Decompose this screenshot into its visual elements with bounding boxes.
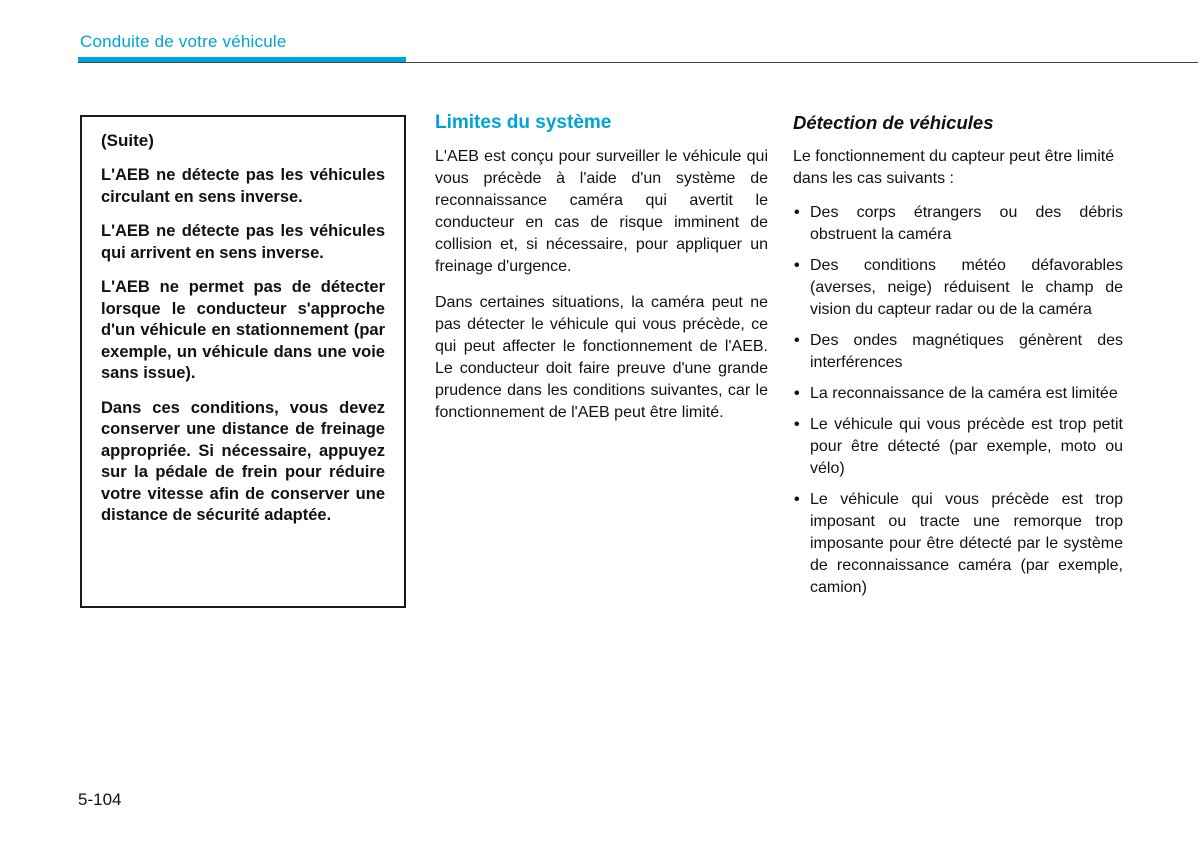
bullet-item: • Des corps étrangers ou des débris obstruent la caméra [793, 202, 1123, 246]
page-number: 5-104 [78, 790, 122, 809]
limits-paragraphs [435, 146, 768, 424]
bullet-item: • La reconnaissance de la caméra est limitée [793, 383, 1123, 405]
detection-intro: Le fonctionnement du capteur peut être limité dans les cas suivants : [793, 148, 1115, 187]
section-heading-detection: Détection de véhicules [793, 112, 994, 133]
bullet-item: • Des conditions météo défavorables (averses, neige) réduisent le champ de vision du capteur radar ou de la caméra [793, 255, 1123, 321]
system-limits-section [435, 112, 768, 438]
callout-title: (Suite) [101, 131, 154, 150]
chapter-header: Conduite de votre véhicule [80, 32, 287, 51]
header-rule [78, 62, 1198, 63]
bullet-item: • Des ondes magnétiques génèrent des interférences [793, 330, 1123, 374]
callout-paragraph: Dans ces conditions, vous devez conserver une distance de freinage appropriée. Si nécessaire, appuyez sur la pédale de frein pour réduire votre vitesse afin de conserver une distance de sécurité adaptée. [101, 398, 385, 524]
suite-callout-box [80, 115, 406, 608]
header-accent-bar [78, 57, 406, 62]
callout-paragraph: L'AEB ne permet pas de détecter lorsque le conducteur s'approche d'un véhicule en stationnement (par exemple, un véhicule dans une voie sans issue). [101, 278, 385, 382]
vehicle-detection-section [793, 112, 1123, 608]
body-paragraph: Dans certaines situations, la caméra peut ne pas détecter le véhicule qui vous précède, ce qui peut affecter le fonctionnement de l'AEB. Le conducteur doit faire preuve d'une grande prudence dans les conditions suivantes, car le fonctionnement de l'AEB peut être limité. [435, 294, 768, 421]
callout-paragraph: L'AEB ne détecte pas les véhicules qui arrivent en sens inverse. [101, 222, 385, 262]
bullet-item: • Le véhicule qui vous précède est trop petit pour être détecté (par exemple, moto ou vélo) [793, 414, 1123, 480]
bullet-item: • Le véhicule qui vous précède est trop imposant ou tracte une remorque trop imposante pour être détecté par le système de reconnaissance caméra (par exemple, camion) [793, 489, 1123, 599]
callout-paragraphs [101, 165, 385, 527]
section-heading-limites: Limites du système [435, 112, 612, 133]
detection-bullet-list [793, 202, 1123, 599]
callout-paragraph: L'AEB ne détecte pas les véhicules circulant en sens inverse. [101, 166, 385, 206]
body-paragraph: L'AEB est conçu pour surveiller le véhicule qui vous précède à l'aide d'un système de reconnaissance caméra qui avertit le conducteur en cas de risque imminent de collision et, si nécessaire, pour appliquer un freinage d'urgence. [435, 148, 768, 275]
